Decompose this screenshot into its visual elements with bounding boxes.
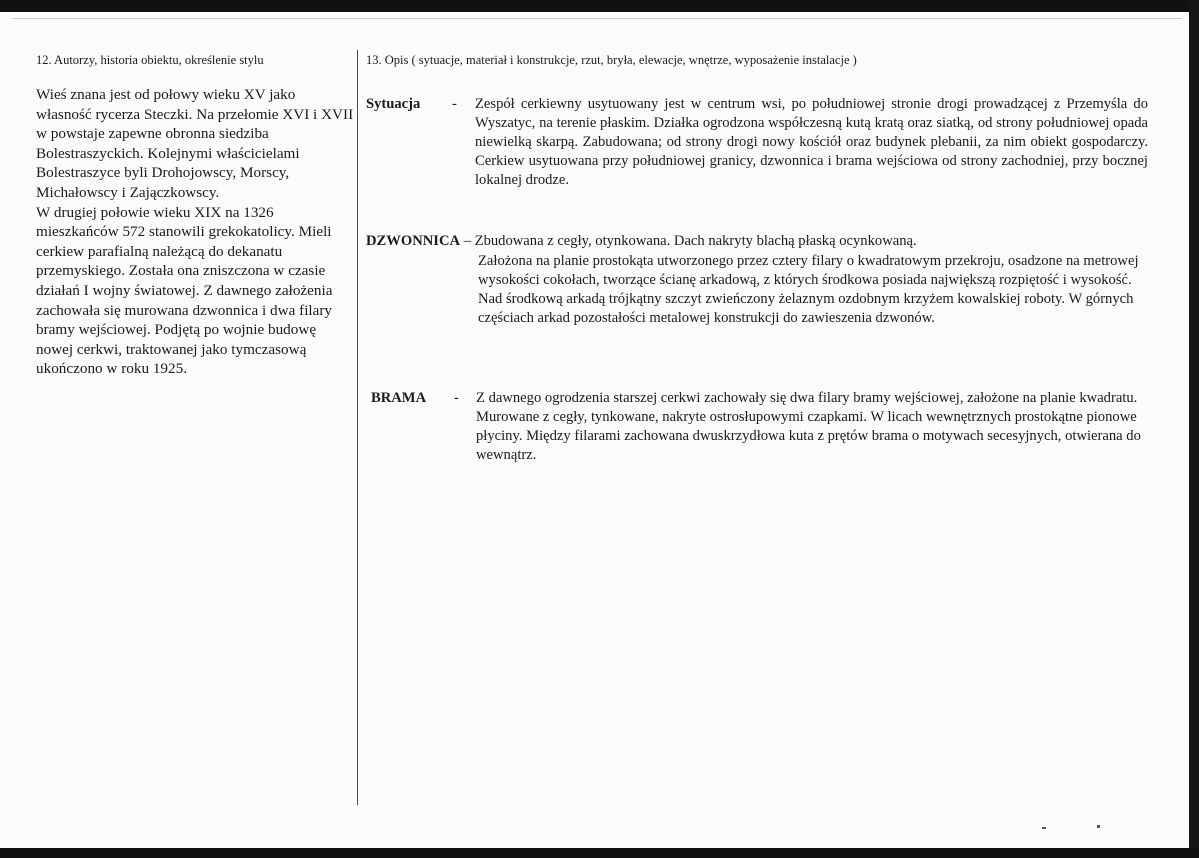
history-paragraph-1: Wieś znana jest od połowy wieku XV jako własność rycerza Steczki. Na przełomie XVI i XVII w powstaje zapewne obronna siedziba Bolestraszyckich. Kolejnymi właścicielami Bolestraszyce byli Drohojowscy, Morscy, Michałowscy i Zajączkowscy. — [36, 86, 354, 201]
scan-speck — [1097, 825, 1100, 828]
column-divider — [357, 50, 358, 805]
entry-brama-term: BRAMA — [371, 390, 427, 406]
scan-border-bottom — [0, 848, 1199, 858]
entry-dzwonnica-term: DZWONNICA — [366, 233, 461, 249]
entry-dzwonnica — [366, 232, 1148, 328]
scan-speck — [1042, 827, 1046, 829]
entry-sytuacja — [366, 95, 1148, 190]
scan-border-right — [1189, 0, 1199, 858]
entry-brama-text: Z dawnego ogrodzenia starszej cerkwi zachowały się dwa filary bramy wejściowej, założone na planie kwadratu. Murowane z cegły, tynkowane, nakryte ostrosłupowymi czapkami. W licach wewnętrznych prostokątne pionowe płyciny. Między filarami zachowana dwuskrzydłowa kuta z prętów brama o motywach secesyjnych, otwierana do wewnątrz. — [476, 390, 1141, 463]
section-12-heading: 12. Autorzy, historia obiektu, określenie stylu — [36, 53, 264, 67]
entry-dzwonnica-text: Założona na planie prostokąta utworzonego przez cztery filary o kwadratowym przekroju, osadzone na metrowej wysokości cokołach, tworzące ścianę arkadową, z których środkowa posiada największą rozpiętość i wysokość. Nad środkową arkadą trójkątny szczyt zwieńczony żelaznym ozdobnym krzyżem kowalskiej roboty. W górnych częściach arkad pozostałości metalowej konstrukcji do zawieszenia dzwonów. — [478, 253, 1139, 326]
entry-sytuacja-text: Zespół cerkiewny usytuowany jest w centrum wsi, po południowej stronie drogi prowadzącej z Przemyśla do Wyszatyc, na terenie płaskim. Działka ogrodzona współczesną kutą kratą oraz siatką, od strony południowej opada niewielką skarpą. Zabudowana; od strony drogi nowy kościół oraz budynek plebanii, za nim obiekt gospodarczy. Cerkiew usytuowana przy południowej granicy, dzwonnica i brama wejściowa od strony zachodniej, przy bocznej lokalnej drodze. — [475, 96, 1148, 188]
entry-sytuacja-dash: - — [452, 96, 457, 112]
section-13-column — [366, 52, 1166, 463]
section-12-column — [36, 52, 354, 379]
section-13-heading: 13. Opis ( sytuacje, materiał i konstrukcje, rzut, bryła, elewacje, wnętrze, wyposażenie instalacje ) — [366, 53, 857, 67]
entry-brama — [371, 389, 1149, 465]
scan-top-rule — [12, 18, 1182, 19]
entry-dzwonnica-lead: – Zbudowana z cegły, otynkowana. Dach nakryty blachą płaską ocynkowaną. — [460, 233, 917, 249]
entry-brama-dash: - — [454, 390, 459, 406]
history-text — [36, 85, 354, 379]
history-paragraph-2: W drugiej połowie wieku XIX na 1326 mieszkańców 572 stanowili grekokatolicy. Mieli cerkiew parafialną należącą do dekanatu przemyskiego. Została ona zniszczona w czasie działań I wojny światowej. Z dawnego założenia zachowała się murowana dzwonnica i dwa filary bramy wejściowej. Podjętą po wojnie budowę nowej cerkwi, traktowanej jako tymczasową ukończono w roku 1925. — [36, 203, 333, 378]
document-page — [0, 12, 1190, 850]
entry-dzwonnica-first-line — [366, 232, 1148, 251]
entry-sytuacja-term: Sytuacja — [366, 96, 421, 112]
